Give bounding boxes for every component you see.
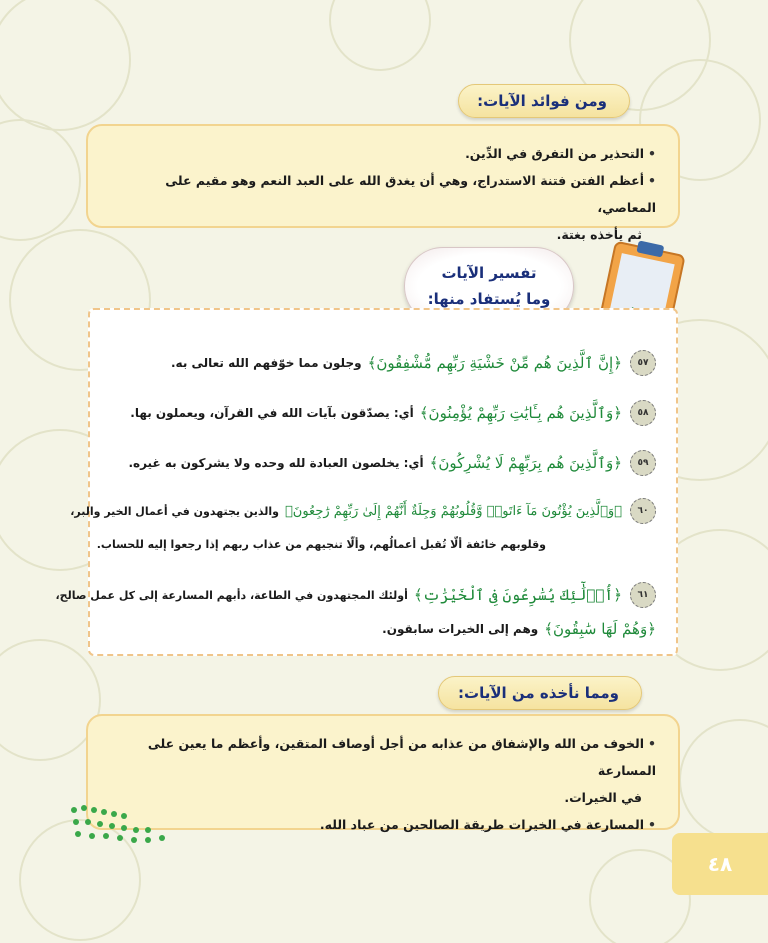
- lesson-item-2: •المسارعة في الخيرات طريقة الصالحين من عباد الله.: [319, 817, 656, 832]
- lessons-title: [438, 676, 642, 710]
- ayah-text-2: ﴿وَهُمْ لَهَا سَٰبِقُونَ﴾: [544, 620, 656, 638]
- benefits-title-text: ومن فوائد الآيات:: [477, 92, 607, 110]
- tafsir-box: [55, 308, 678, 656]
- verse-59: [128, 450, 656, 476]
- tafsir-title-line2: وما يُستفاد منها:: [427, 290, 551, 308]
- lessons-box: [86, 714, 680, 830]
- verse-number-badge: ٥٩: [630, 450, 656, 476]
- ayah-text: ﴿وَٱلَّذِينَ هُم بِرَبِّهِمْ لَا يُشْرِكُونَ﴾: [429, 454, 622, 472]
- ayah-text: ﴿إِنَّ ٱلَّذِينَ هُم مِّنْ خَشْيَةِ رَبِّهِم مُّشْفِقُونَ﴾: [367, 354, 622, 372]
- verse-explanation: أي: يصدّقون بآيات الله في القرآن، ويعملون بها.: [130, 406, 414, 420]
- verse-61-cont: ﴿وَهُمْ لَهَا سَٰبِقُونَ﴾ وهم إلى الخيرات سابقون.: [382, 620, 656, 638]
- verse-number-badge: ٦٠: [630, 498, 656, 524]
- verse-number-badge: ٥٧: [630, 350, 656, 376]
- verse-61: [55, 582, 656, 608]
- verse-explanation: أي: يخلصون العبادة لله وحده ولا يشركون به غيره.: [128, 456, 424, 470]
- verse-number-badge: ٥٨: [630, 400, 656, 426]
- verse-60-cont: وقلوبهم خائفة ألّا تُقبل أعمالُهم، وألّا تنجيهم من عذاب ربهم إذا رجعوا إليه للحساب.: [96, 538, 546, 551]
- benefit-item-1: •التحذير من التفرق في الدِّين.: [465, 146, 656, 161]
- lessons-title-text: ومما نأخذه من الآيات:: [458, 684, 619, 702]
- verse-explanation: وجلون مما خوّفهم الله تعالى به.: [170, 356, 362, 370]
- ayah-text: ﴿وَٱلَّذِينَ هُم بِـَٔايَٰتِ رَبِّهِمْ يُؤْمِنُونَ﴾: [419, 404, 622, 422]
- verse-60: [70, 498, 656, 524]
- verse-58: [130, 400, 656, 426]
- ayah-text: ﴿وَٱلَّذِينَ يُؤْتُونَ مَآ ءَاتَوا۟ وَّقُلُوبُهُمْ وَجِلَةٌ أَنَّهُمْ إِلَىٰ رَبِّهِمْ رَٰجِعُونَ﴾: [284, 503, 622, 519]
- verse-explanation: أولئك المجتهدون في الطاعة، دأبهم المسارعة إلى كل عمل صالح،: [55, 588, 408, 602]
- benefits-title: [458, 84, 630, 118]
- ayah-text: ﴿أُو۟لَٰٓئِكَ يُسَٰرِعُونَ فِى ٱلْخَيْرَٰتِ﴾: [413, 586, 622, 604]
- verse-57: [171, 350, 656, 376]
- tafsir-title-line1: تفسير الآيات: [441, 264, 537, 282]
- lesson-item-1: •الخوف من الله والإشفاق من عذابه من أجل أوصاف المتقين، وأعظم ما يعين على المسارعة: [147, 736, 656, 778]
- page-number-text: ٤٨: [707, 852, 733, 876]
- dots-logo: [64, 800, 174, 846]
- verse-number-badge: ٦١: [630, 582, 656, 608]
- benefits-box: [86, 124, 680, 242]
- page-number: [672, 833, 768, 895]
- benefit-item-2-cont: ثم يأخذه بغتة.: [556, 227, 642, 242]
- benefit-item-2: •أعظم الفتن فتنة الاستدراج، وهي أن يغدق الله على العبد النعم وهو مقيم على المعاصي،: [165, 173, 656, 215]
- verse-explanation: والذين يجتهدون في أعمال الخير والبر،: [70, 504, 279, 518]
- lesson-item-1-cont: في الخيرات.: [564, 790, 642, 805]
